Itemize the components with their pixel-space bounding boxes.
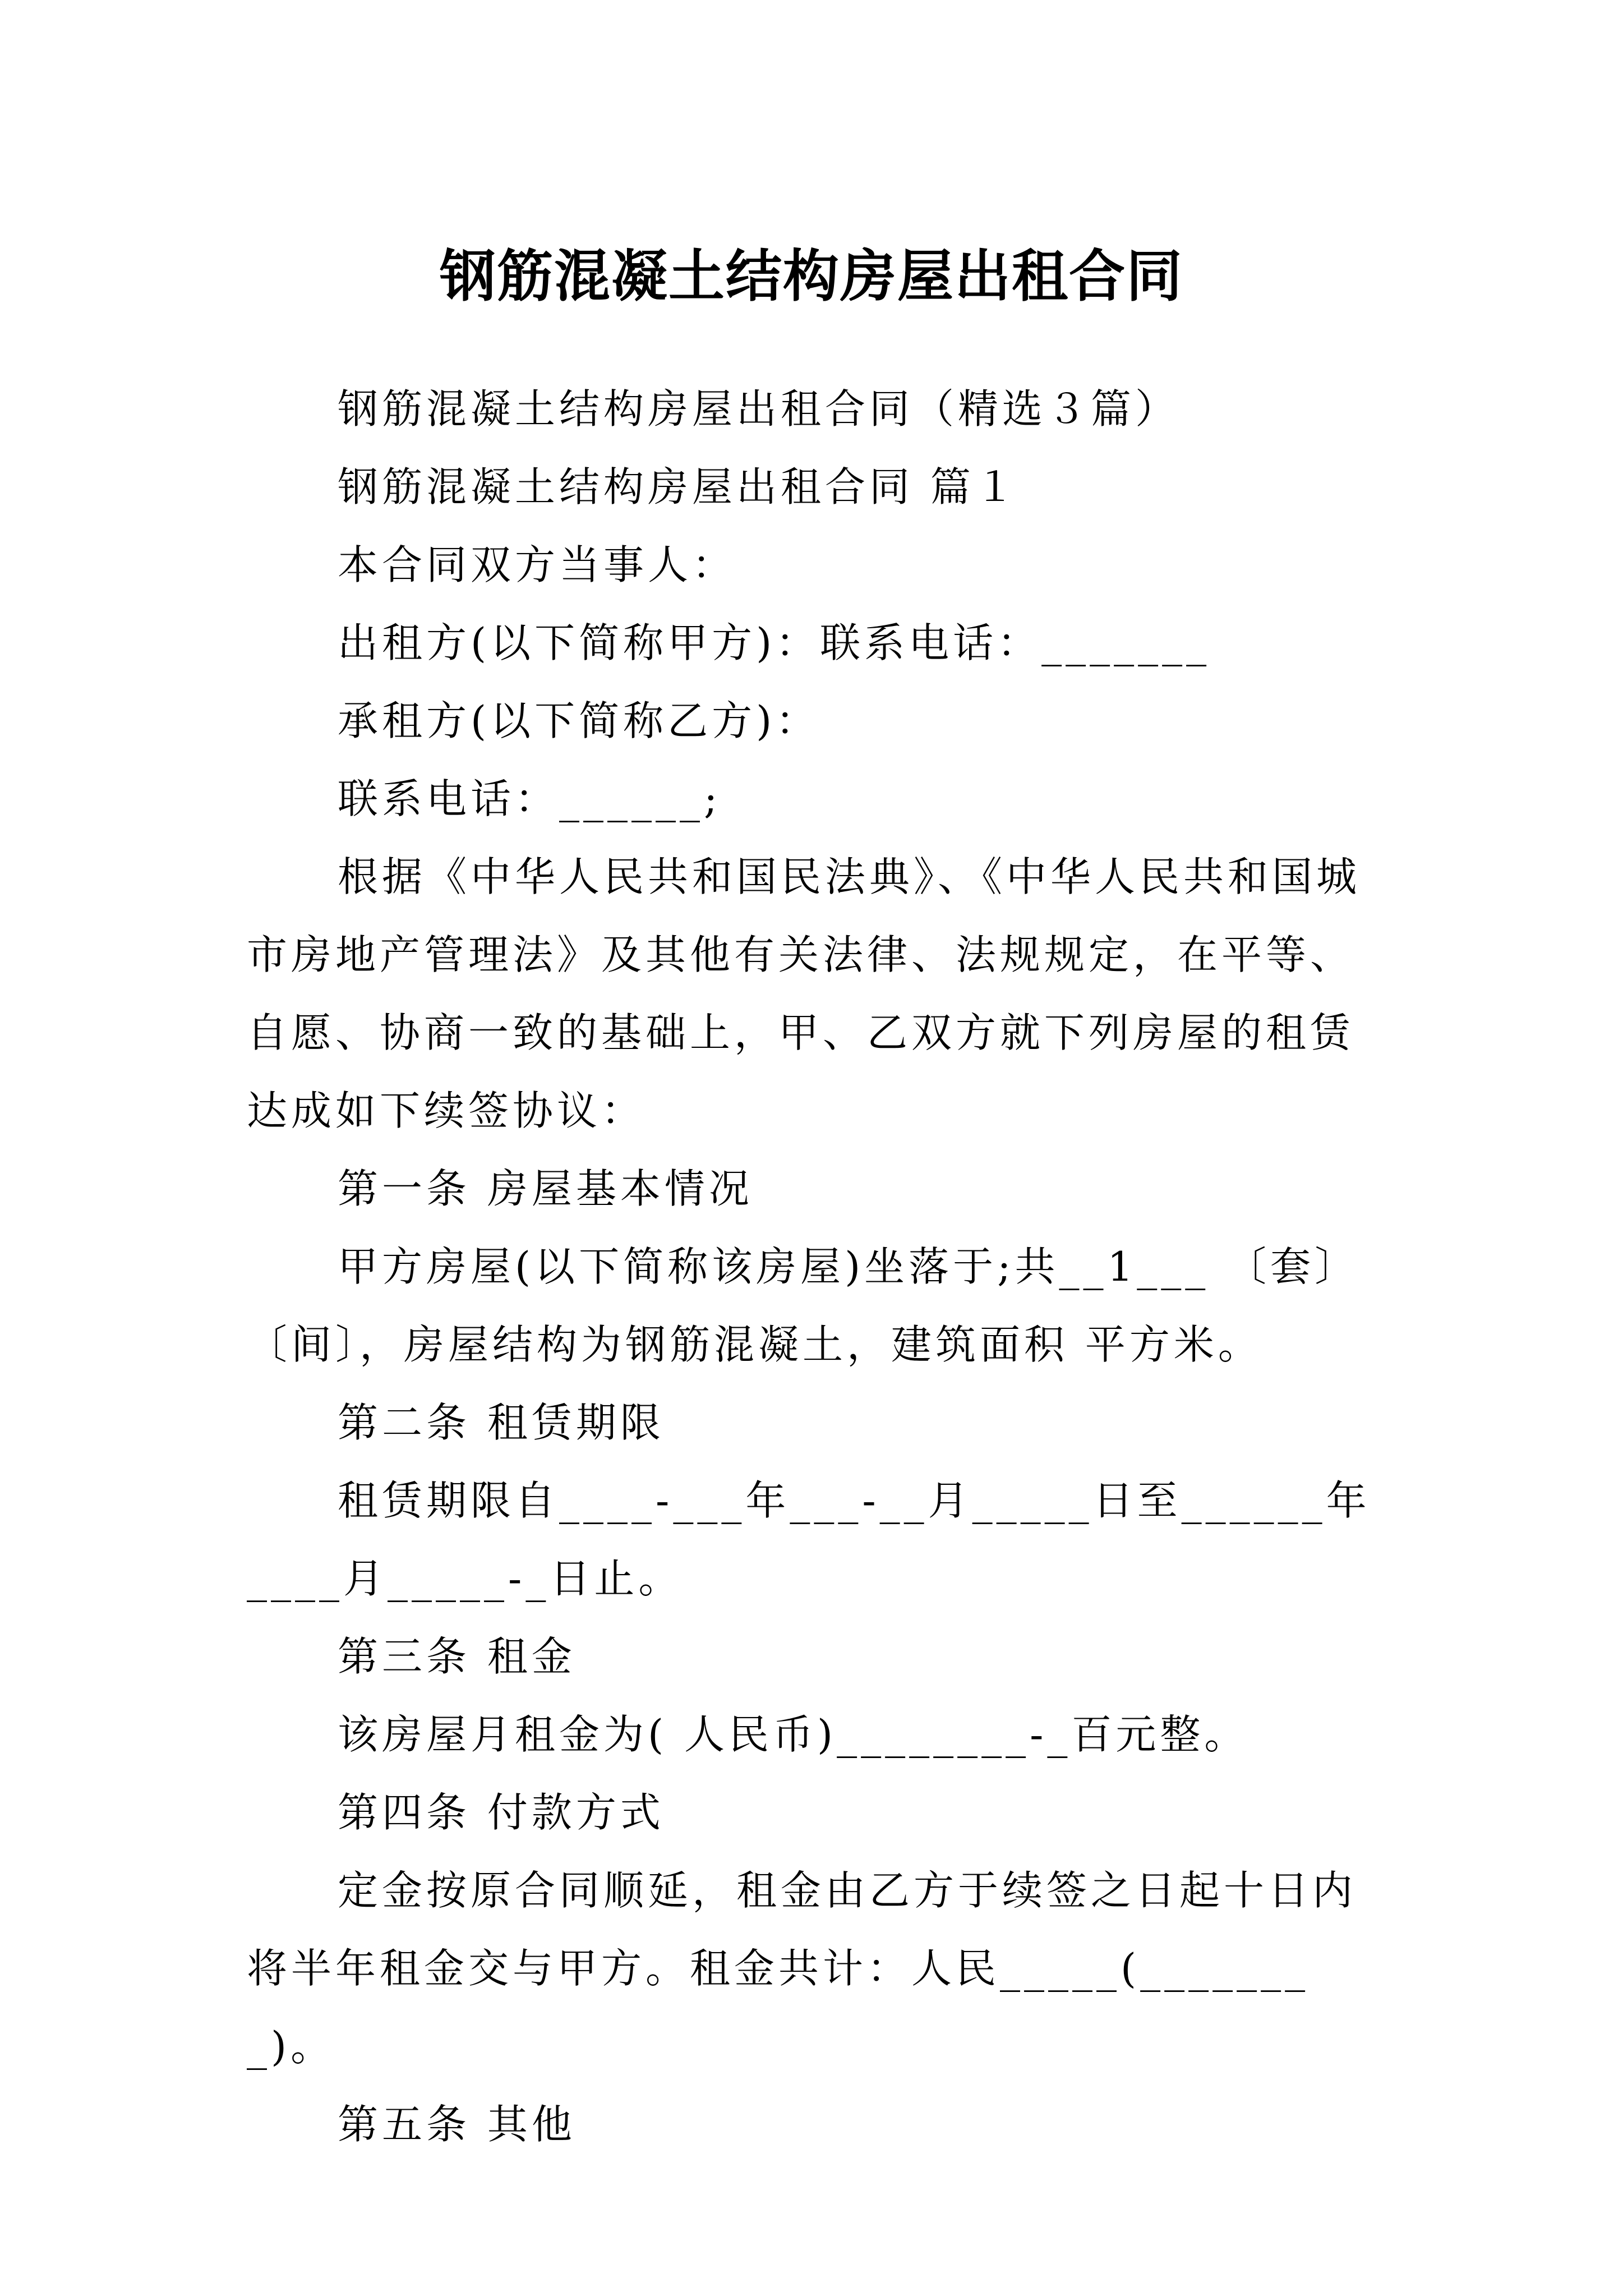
article-4-body: 定金按原合同顺延，租金由乙方于续签之日起十日内将半年租金交与甲方。租金共计：人民_____(________)。 — [247, 1867, 1357, 2070]
paragraph-legal-basis: 根据《中华人民共和国民法典》、《中华人民共和国城市房地产管理法》及其他有关法律、法规规定，在平等、自愿、协商一致的基础上，甲、乙双方就下列房屋的租赁达成如下续签协议： — [247, 853, 1361, 1134]
article-2-body: 租赁期限自____-___年___-__月_____日至______年____月_____-_日止。 — [247, 1477, 1371, 1602]
paragraph-subtitle: 钢筋混凝土结构房屋出租合同（精选３篇） — [338, 385, 1180, 432]
article-3-body: 该房屋月租金为( 人民币)________-_百元整。 — [338, 1711, 1249, 1758]
article-5-heading: 第五条 其他 — [338, 2101, 576, 2148]
article-1-body: 甲方房屋(以下简称该房屋)坐落于;共__1___ 〔套〕〔间〕，房屋结构为钢筋混凝土，建筑面积 平方米。 — [247, 1243, 1359, 1368]
article-3-heading: 第三条 租金 — [338, 1633, 576, 1680]
document-body — [247, 370, 1391, 2164]
paragraph-section-heading: 钢筋混凝土结构房屋出租合同 篇１ — [338, 463, 1019, 510]
article-2-heading: 第二条 租赁期限 — [338, 1399, 665, 1446]
paragraph-lessee: 承租方(以下简称乙方)： — [338, 697, 820, 744]
paragraph-lessee-phone: 联系电话：______; — [338, 775, 722, 822]
paragraph-lessor: 出租方(以下简称甲方)：联系电话：_______ — [338, 619, 1211, 666]
paragraph-parties-intro: 本合同双方当事人： — [338, 541, 737, 588]
document-title: 钢筋混凝土结构房屋出租合同 — [440, 243, 1183, 309]
article-4-heading: 第四条 付款方式 — [338, 1789, 665, 1836]
article-1-heading: 第一条 房屋基本情况 — [338, 1165, 753, 1212]
